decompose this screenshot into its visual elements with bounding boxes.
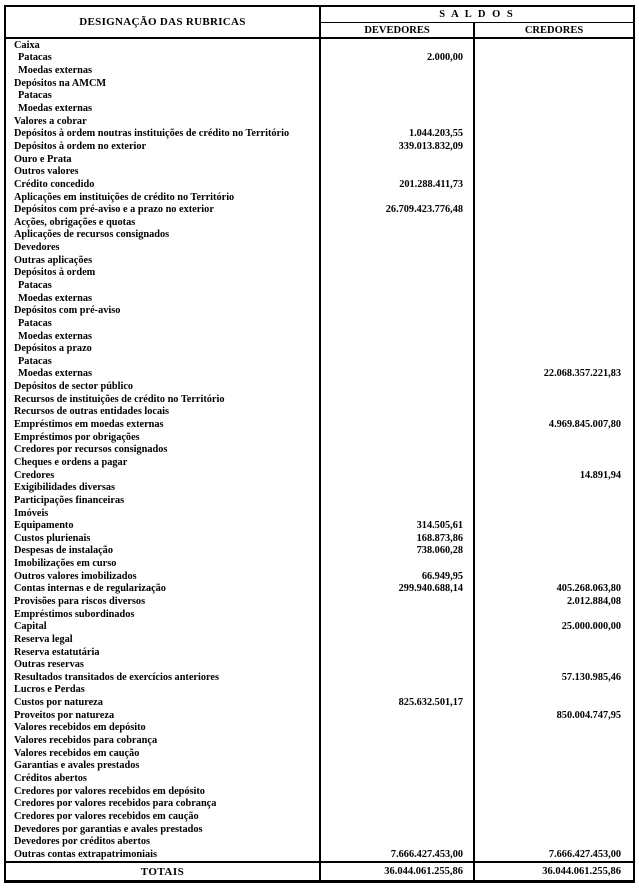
totals-row (6, 861, 633, 880)
row-label: Custos plurienais (6, 532, 321, 545)
row-devedores-value (321, 595, 475, 608)
row-devedores-value: 825.632.501,17 (321, 696, 475, 709)
row-label: Moedas externas (6, 292, 321, 305)
table-row (6, 785, 633, 798)
row-devedores-value (321, 77, 475, 90)
row-credores-value: 4.969.845.007,80 (548, 419, 621, 431)
table-row (6, 140, 633, 153)
row-credores-value (475, 292, 633, 305)
row-devedores-value (321, 620, 475, 633)
table-row (6, 241, 633, 254)
row-label: Créditos abertos (6, 772, 321, 785)
row-credores-value (475, 557, 633, 570)
row-label: Depósitos de sector público (6, 380, 321, 393)
row-credores-value (475, 229, 633, 242)
row-label: Reserva legal (6, 633, 321, 646)
row-credores-value (475, 797, 633, 810)
table-row (6, 380, 633, 393)
row-devedores-value (321, 153, 475, 166)
row-label: Patacas (6, 355, 321, 368)
row-credores-value (475, 279, 633, 292)
table-row (6, 330, 633, 343)
row-credores-value (475, 203, 633, 216)
row-label: Outras reservas (6, 658, 321, 671)
row-devedores-value (321, 747, 475, 760)
devedores-column-header: DEVEDORES (321, 23, 475, 37)
row-label: Depósitos com pré-aviso e a prazo no exterior (6, 203, 321, 216)
row-label: Depósitos a prazo (6, 342, 321, 355)
row-label: Valores a cobrar (6, 115, 321, 128)
row-label: Imobilizações em curso (6, 557, 321, 570)
row-credores-value (475, 380, 633, 393)
table-row (6, 671, 633, 684)
row-devedores-value: 299.940.688,14 (321, 583, 475, 596)
rubric-column-header: DESIGNAÇÃO DAS RUBRICAS (6, 7, 321, 37)
row-credores-value: 7.666.427.453,00 (548, 848, 621, 860)
row-devedores-value (321, 342, 475, 355)
row-label: Resultados transitados de exercícios anteriores (6, 671, 321, 684)
row-label: Despesas de instalação (6, 545, 321, 558)
row-credores-value (475, 355, 633, 368)
row-credores-value: 57.130.985,46 (561, 671, 621, 683)
table-row (6, 481, 633, 494)
row-devedores-value: 2.000,00 (321, 52, 475, 65)
table-row (6, 153, 633, 166)
balance-table (4, 5, 635, 883)
row-credores-value (475, 456, 633, 469)
row-devedores-value (321, 355, 475, 368)
row-devedores-value (321, 229, 475, 242)
table-row (6, 545, 633, 558)
row-devedores-value (321, 115, 475, 128)
row-credores-value (475, 760, 633, 773)
row-credores-value (475, 646, 633, 659)
row-label: Lucros e Perdas (6, 684, 321, 697)
row-label: Patacas (6, 279, 321, 292)
row-credores-value (475, 127, 633, 140)
row-devedores-value (321, 90, 475, 103)
table-row (6, 760, 633, 773)
row-credores-value: 405.268.063,80 (556, 583, 621, 595)
row-credores-value (475, 64, 633, 77)
row-label: Credores por valores recebidos em depósito (6, 785, 321, 798)
row-devedores-value: 7.666.427.453,00 (321, 848, 475, 861)
row-label: Provisões para riscos diversos (6, 595, 321, 608)
row-label: Crédito concedido (6, 178, 321, 191)
table-row (6, 633, 633, 646)
row-devedores-value: 314.505,61 (321, 519, 475, 532)
saldos-subheader-row (321, 23, 633, 37)
row-devedores-value (321, 279, 475, 292)
row-credores-value: 22.068.357.221,83 (543, 368, 621, 380)
table-row (6, 658, 633, 671)
table-row (6, 317, 633, 330)
row-devedores-value (321, 418, 475, 431)
table-row (6, 355, 633, 368)
row-credores-value (475, 165, 633, 178)
row-credores-value (475, 406, 633, 419)
table-body (6, 39, 633, 861)
row-label: Custos por natureza (6, 696, 321, 709)
row-devedores-value (321, 292, 475, 305)
row-credores-value (475, 102, 633, 115)
table-row (6, 406, 633, 419)
row-credores-value (475, 77, 633, 90)
row-credores-value (475, 39, 633, 52)
row-devedores-value (321, 557, 475, 570)
row-devedores-value (321, 823, 475, 836)
table-row (6, 178, 633, 191)
table-row (6, 254, 633, 267)
table-row (6, 734, 633, 747)
row-label: Recursos de instituições de crédito no Território (6, 393, 321, 406)
table-row (6, 203, 633, 216)
row-credores-value (475, 342, 633, 355)
row-label: Moedas externas (6, 102, 321, 115)
row-credores-value (475, 393, 633, 406)
row-label: Patacas (6, 90, 321, 103)
row-label: Patacas (6, 52, 321, 65)
row-devedores-value (321, 494, 475, 507)
row-devedores-value (321, 684, 475, 697)
row-label: Depósitos na AMCM (6, 77, 321, 90)
row-devedores-value (321, 709, 475, 722)
totals-label: TOTAIS (6, 863, 321, 880)
row-credores-value (475, 835, 633, 848)
row-credores-value (475, 734, 633, 747)
row-credores-value (475, 823, 633, 836)
row-credores-value (475, 519, 633, 532)
table-row (6, 77, 633, 90)
row-label: Acções, obrigações e quotas (6, 216, 321, 229)
row-devedores-value (321, 785, 475, 798)
row-label: Credores (6, 469, 321, 482)
row-devedores-value: 339.013.832,09 (321, 140, 475, 153)
row-label: Depósitos à ordem (6, 267, 321, 280)
credores-column-header: CREDORES (524, 24, 584, 36)
row-devedores-value: 66.949,95 (321, 570, 475, 583)
table-row (6, 823, 633, 836)
table-row (6, 279, 633, 292)
row-label: Outros valores imobilizados (6, 570, 321, 583)
row-credores-value: 2.012.884,08 (566, 596, 621, 607)
row-label: Devedores (6, 241, 321, 254)
row-devedores-value (321, 393, 475, 406)
row-devedores-value (321, 39, 475, 52)
table-row (6, 469, 633, 482)
table-row (6, 102, 633, 115)
row-credores-value (475, 633, 633, 646)
row-devedores-value (321, 304, 475, 317)
table-row (6, 595, 633, 608)
row-credores-value (475, 304, 633, 317)
table-row (6, 267, 633, 280)
row-credores-value (475, 747, 633, 760)
table-row (6, 772, 633, 785)
totals-devedores-value: 36.044.061.255,86 (321, 863, 475, 880)
row-credores-value (475, 810, 633, 823)
table-row (6, 835, 633, 848)
row-label: Imóveis (6, 507, 321, 520)
row-label: Reserva estatutária (6, 646, 321, 659)
row-label: Valores recebidos em depósito (6, 722, 321, 735)
row-devedores-value: 738.060,28 (321, 545, 475, 558)
row-devedores-value (321, 835, 475, 848)
row-credores-value (475, 267, 633, 280)
row-credores-value (475, 494, 633, 507)
row-credores-value (475, 178, 633, 191)
row-credores-value (475, 191, 633, 204)
row-devedores-value (321, 772, 475, 785)
row-devedores-value: 1.044.203,55 (321, 127, 475, 140)
row-devedores-value (321, 469, 475, 482)
table-row (6, 431, 633, 444)
table-row (6, 709, 633, 722)
table-row (6, 570, 633, 583)
row-credores-value (475, 115, 633, 128)
row-devedores-value (321, 431, 475, 444)
table-row (6, 115, 633, 128)
row-credores-value: 850.004.747,95 (556, 709, 621, 721)
table-row (6, 797, 633, 810)
row-label: Ouro e Prata (6, 153, 321, 166)
table-row (6, 848, 633, 861)
row-credores-value (475, 684, 633, 697)
row-credores-value (475, 608, 633, 621)
row-devedores-value (321, 608, 475, 621)
row-devedores-value (321, 481, 475, 494)
row-credores-value (475, 532, 633, 545)
row-credores-value (475, 785, 633, 798)
table-row (6, 810, 633, 823)
table-row (6, 696, 633, 709)
row-devedores-value (321, 317, 475, 330)
table-row (6, 532, 633, 545)
row-devedores-value (321, 797, 475, 810)
table-row (6, 494, 633, 507)
row-label: Aplicações de recursos consignados (6, 229, 321, 242)
table-row (6, 684, 633, 697)
row-credores-value (475, 481, 633, 494)
row-label: Empréstimos subordinados (6, 608, 321, 621)
row-label: Credores por valores recebidos em caução (6, 810, 321, 823)
table-row (6, 216, 633, 229)
table-row (6, 519, 633, 532)
table-row (6, 456, 633, 469)
row-label: Contas internas e de regularização (6, 583, 321, 596)
row-credores-value (475, 545, 633, 558)
saldos-header-group (321, 7, 633, 37)
row-label: Devedores por garantias e avales prestados (6, 823, 321, 836)
row-credores-value (475, 330, 633, 343)
row-label: Participações financeiras (6, 494, 321, 507)
row-label: Garantias e avales prestados (6, 760, 321, 773)
row-label: Depósitos com pré-aviso (6, 304, 321, 317)
row-devedores-value (321, 456, 475, 469)
row-credores-value (475, 696, 633, 709)
row-label: Devedores por créditos abertos (6, 835, 321, 848)
row-devedores-value (321, 671, 475, 684)
saldos-header: S A L D O S (321, 7, 633, 23)
row-credores-value: 14.891,94 (579, 469, 621, 481)
row-credores-value: 25.000.000,00 (561, 621, 621, 633)
row-label: Aplicações em instituições de crédito no Território (6, 191, 321, 204)
table-row (6, 52, 633, 65)
table-row (6, 292, 633, 305)
row-devedores-value (321, 760, 475, 773)
row-devedores-value (321, 658, 475, 671)
row-credores-value (475, 52, 633, 65)
table-row (6, 722, 633, 735)
row-label: Depósitos à ordem noutras instituições de crédito no Território (6, 127, 321, 140)
table-row (6, 507, 633, 520)
table-row (6, 165, 633, 178)
row-devedores-value (321, 810, 475, 823)
row-devedores-value: 201.288.411,73 (321, 178, 475, 191)
row-devedores-value (321, 368, 475, 381)
row-credores-value (475, 772, 633, 785)
row-devedores-value (321, 191, 475, 204)
table-header (6, 7, 633, 39)
row-label: Outras contas extrapatrimoniais (6, 848, 321, 861)
table-row (6, 39, 633, 52)
row-label: Capital (6, 620, 321, 633)
row-label: Credores por recursos consignados (6, 444, 321, 457)
row-devedores-value (321, 646, 475, 659)
row-credores-value (475, 658, 633, 671)
table-row (6, 64, 633, 77)
table-row (6, 557, 633, 570)
row-devedores-value (321, 254, 475, 267)
row-devedores-value (321, 722, 475, 735)
row-label: Proveitos por natureza (6, 709, 321, 722)
row-devedores-value (321, 444, 475, 457)
table-row (6, 418, 633, 431)
row-devedores-value: 26.709.423.776,48 (321, 203, 475, 216)
table-row (6, 620, 633, 633)
row-devedores-value (321, 406, 475, 419)
row-devedores-value (321, 734, 475, 747)
row-devedores-value (321, 102, 475, 115)
table-row (6, 342, 633, 355)
row-label: Outras aplicações (6, 254, 321, 267)
row-devedores-value (321, 267, 475, 280)
table-row (6, 368, 633, 381)
table-row (6, 191, 633, 204)
row-label: Valores recebidos em caução (6, 747, 321, 760)
row-devedores-value (321, 165, 475, 178)
table-row (6, 444, 633, 457)
row-devedores-value (321, 507, 475, 520)
row-credores-value (475, 254, 633, 267)
row-credores-value (475, 444, 633, 457)
row-label: Outros valores (6, 165, 321, 178)
table-row (6, 747, 633, 760)
table-row (6, 127, 633, 140)
row-credores-value (475, 90, 633, 103)
row-credores-value (475, 241, 633, 254)
table-row (6, 608, 633, 621)
row-credores-value (475, 140, 633, 153)
row-label: Moedas externas (6, 368, 321, 381)
row-label: Cheques e ordens a pagar (6, 456, 321, 469)
row-devedores-value (321, 216, 475, 229)
row-label: Caixa (6, 39, 321, 52)
row-credores-value (475, 216, 633, 229)
totals-credores-value: 36.044.061.255,86 (542, 866, 621, 877)
table-row (6, 646, 633, 659)
row-label: Exigibilidades diversas (6, 481, 321, 494)
table-row (6, 393, 633, 406)
row-label: Moedas externas (6, 330, 321, 343)
table-row (6, 229, 633, 242)
row-credores-value (475, 507, 633, 520)
row-label: Moedas externas (6, 64, 321, 77)
row-label: Empréstimos por obrigações (6, 431, 321, 444)
table-row (6, 583, 633, 596)
row-label: Depósitos à ordem no exterior (6, 140, 321, 153)
row-devedores-value (321, 241, 475, 254)
row-label: Empréstimos em moedas externas (6, 418, 321, 431)
row-label: Equipamento (6, 519, 321, 532)
row-devedores-value (321, 330, 475, 343)
row-credores-value (475, 317, 633, 330)
row-devedores-value (321, 633, 475, 646)
row-label: Recursos de outras entidades locais (6, 406, 321, 419)
row-devedores-value (321, 64, 475, 77)
row-credores-value (475, 722, 633, 735)
row-credores-value (475, 570, 633, 583)
row-devedores-value: 168.873,86 (321, 532, 475, 545)
row-label: Valores recebidos para cobrança (6, 734, 321, 747)
row-label: Patacas (6, 317, 321, 330)
table-row (6, 304, 633, 317)
table-row (6, 90, 633, 103)
row-credores-value (475, 431, 633, 444)
row-devedores-value (321, 380, 475, 393)
row-credores-value (475, 153, 633, 166)
row-label: Credores por valores recebidos para cobrança (6, 797, 321, 810)
